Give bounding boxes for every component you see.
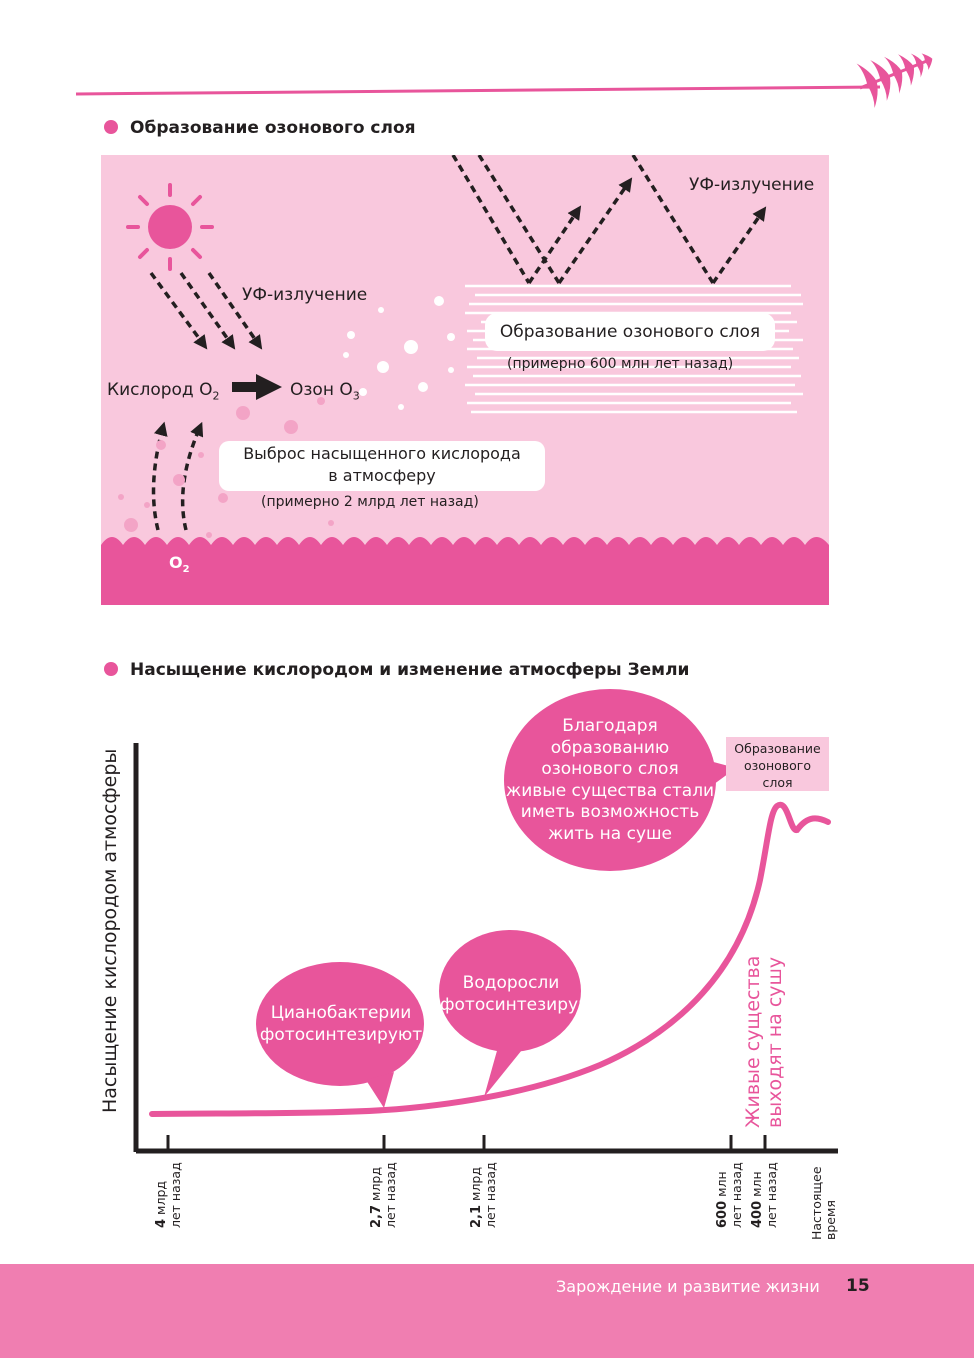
tick-label-4bn: 4 млрд лет назад xyxy=(153,1162,183,1228)
ozone-formation-box: Образование озонового слоя xyxy=(485,313,775,351)
tick-label-400m: 400 млн лет назад xyxy=(749,1162,779,1228)
ozone-formation-caption: (примерно 600 млн лет назад) xyxy=(507,356,734,372)
section-title-oxygen: Насыщение кислородом и изменение атмосферы Земли xyxy=(104,660,689,680)
tick-label-600m: 600 млн лет назад xyxy=(714,1162,744,1228)
oxygen-release-box: Выброс насыщенного кислорода в атмосферу xyxy=(219,441,545,491)
ozone-note: Образование озонового слоя xyxy=(734,741,821,790)
bubble-cyanobacteria: Цианобактерии фотосинтезируют xyxy=(259,1003,423,1045)
tick-label-present: Настоящее время xyxy=(809,1166,838,1240)
uv-label-right: УФ-излучение xyxy=(689,175,815,195)
y-axis-label: Насыщение кислородом атмосферы xyxy=(99,748,121,1113)
oxygen-release-caption: (примерно 2 млрд лет назад) xyxy=(261,494,479,510)
bubble-land: Благодаря образованию озонового слоя живые существа стали иметь возможность жить на суше xyxy=(505,716,715,844)
page-number: 15 xyxy=(846,1276,870,1296)
land-vertical-label: Живые существа выходят на сушу xyxy=(742,955,786,1128)
uv-label-left: УФ-излучение xyxy=(242,285,368,305)
ozone-label: Озон $O_3$ xyxy=(290,380,360,403)
tick-label-2-7bn: 2,7 млрд лет назад xyxy=(368,1162,398,1228)
tick-label-2-1bn: 2,1 млрд лет назад xyxy=(468,1162,498,1228)
footer-chapter-title: Зарождение и развитие жизни xyxy=(556,1277,820,1296)
bubble-algae: Водоросли фотосинтезируют xyxy=(440,973,603,1015)
sea-oxygen-label: $O_2$ xyxy=(169,553,190,576)
oxygen-label: Кислород $O_2$ xyxy=(107,380,220,403)
footer-band xyxy=(0,1264,974,1358)
section-title-ozone: Образование озонового слоя xyxy=(104,118,416,138)
